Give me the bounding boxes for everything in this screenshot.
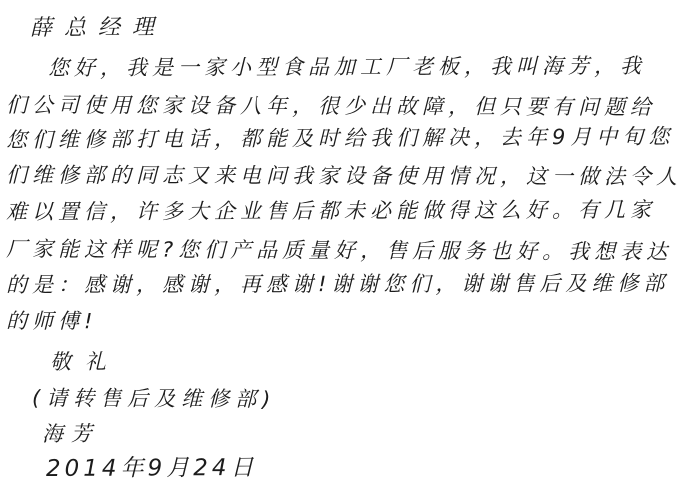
body-line-8: 的师傅! (5, 309, 98, 334)
date-line: 2014年9月24日 (45, 454, 258, 482)
closing-salute: 敬礼 (49, 349, 121, 374)
forward-note: (请转售后及维修部) (31, 386, 277, 412)
recipient-line: 薛总经理 (29, 15, 167, 41)
body-line-5: 难以置信，许多大企业售后都未必能做得这么好。有几家 (5, 197, 657, 224)
body-line-2: 们公司使用您家设备八年，很少出故障，但只要有问题给 (5, 93, 657, 120)
body-line-4: 们维修部的同志又来电问我家设备使用情况，这一做法令人 (5, 163, 683, 189)
body-line-1: 您好，我是一家小型食品加工厂老板，我叫海芳，我 (47, 53, 647, 80)
signature: 海芳 (41, 421, 101, 446)
body-line-3: 您们维修部打电话，都能及时给我们解决，去年9月中旬您 (5, 124, 675, 152)
body-line-7: 的是：感谢，感谢，再感谢!谢谢您们，谢谢售后及维修部 (5, 271, 670, 297)
body-line-6: 厂家能这样呢?您们产品质量好，售后服务也好。我想表达 (5, 237, 673, 264)
